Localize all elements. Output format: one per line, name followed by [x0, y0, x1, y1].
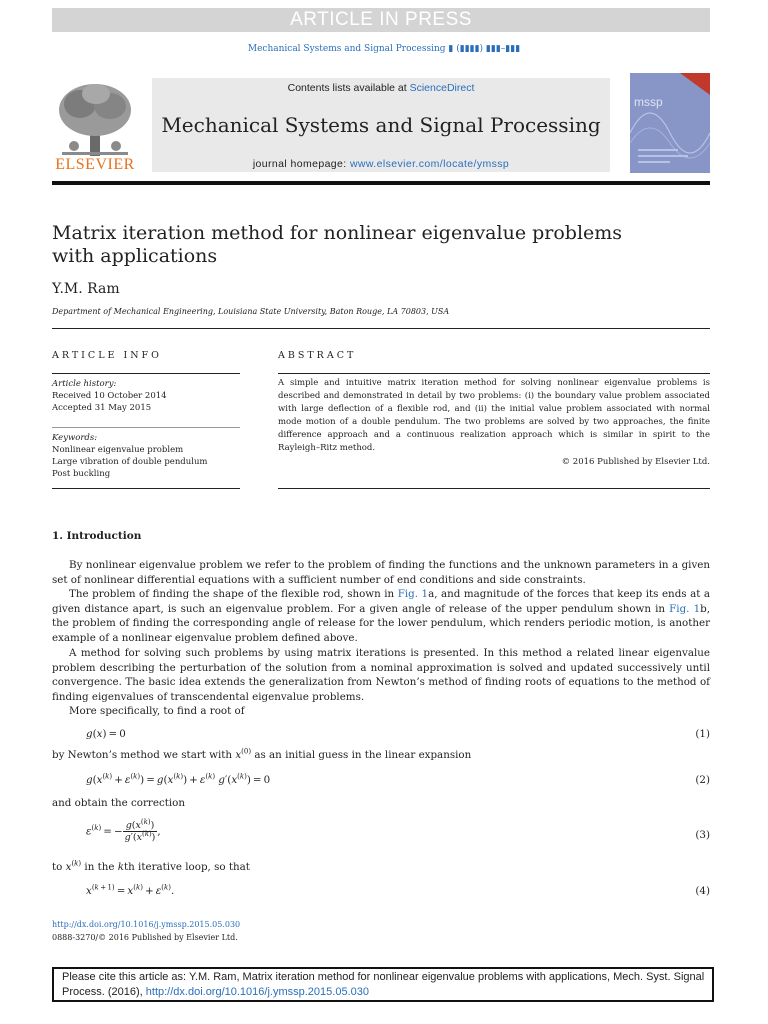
- doi-link[interactable]: http://dx.doi.org/10.1016/j.ymssp.2015.05.030: [52, 920, 241, 929]
- abstract-rule: [278, 373, 710, 374]
- cite-this-article-box: Please cite this article as: Y.M. Ram, Matrix iteration method for nonlinear eigenvalue problems with applications, Mech. Syst. Signal Process. (2016), http://dx.doi.org/10.1016/j.ymssp.2015.05.030: [52, 967, 714, 1002]
- keywords-block: [52, 432, 207, 480]
- equation-number: (2): [695, 774, 710, 786]
- equation-number: (3): [695, 829, 710, 841]
- journal-title: Mechanical Systems and Signal Processing: [161, 113, 601, 137]
- obtain-text: and obtain the correction: [52, 797, 185, 809]
- equation-3: $\varepsilon^{(k)}$ = − $\frac{g(x^{(k)})}{g'(x^{(k)})}$ ,: [86, 817, 161, 843]
- article-in-press-banner: ARTICLE IN PRESS: [52, 8, 710, 32]
- info-rule: [52, 373, 240, 374]
- fig1-link[interactable]: Fig. 1: [397, 588, 429, 600]
- intro-paragraph-1: By nonlinear eigenvalue problem we refer to the problem of finding the functions and the unknown parameters in a given set of nonlinear differential equations with a sufficient number of end conditions and side constraints.: [52, 559, 710, 586]
- history-label: Article history:: [52, 379, 117, 389]
- accepted-date: Accepted 31 May 2015: [52, 403, 152, 413]
- header-rule: [52, 181, 710, 185]
- cite-doi-link[interactable]: http://dx.doi.org/10.1016/j.ymssp.2015.05.030: [145, 986, 369, 998]
- abstract-text: A simple and intuitive matrix iteration method for solving nonlinear eigenvalue problems is described and demonstrated in detail by two problems: (i) the boundary value problem associated with large deflection of a flexible rod, and (ii) the initial value problem associated with normal mode motion of a double pendulum. The two problems are solved by two approaches, the finite difference approach and a continuous realization approach which is similar in spirit to the Rayleigh–Ritz method.: [278, 378, 710, 454]
- keyword-item: Nonlinear eigenvalue problem: [52, 445, 184, 455]
- abstract-heading: ABSTRACT: [278, 350, 357, 361]
- author-name[interactable]: Y.M. Ram: [52, 281, 120, 297]
- keywords-label: Keywords:: [52, 433, 98, 443]
- info-divider: [52, 427, 240, 428]
- abstract-bottom-rule: [278, 488, 710, 489]
- equation-number: (1): [695, 728, 710, 740]
- title-rule: [52, 328, 710, 329]
- equation-1: g(x) = 0: [86, 728, 126, 740]
- issn-line: 0888-3270/© 2016 Published by Elsevier Ltd.: [52, 933, 238, 942]
- article-history: [52, 378, 167, 414]
- contents-available-line: Contents lists available at ScienceDirect: [287, 82, 475, 94]
- received-date: Received 10 October 2014: [52, 391, 167, 401]
- info-bottom-rule: [52, 488, 240, 489]
- equation-number: (4): [695, 885, 710, 897]
- article-title-line2: with applications: [52, 245, 218, 267]
- newton-text: by Newton’s method we start with $x^{(0)}$ as an initial guess in the linear expansion: [52, 747, 472, 761]
- article-title-line1: Matrix iteration method for nonlinear eigenvalue problems: [52, 222, 623, 244]
- abstract-copyright: © 2016 Published by Elsevier Ltd.: [561, 457, 710, 467]
- intro-paragraph-2: The problem of finding the shape of the flexible rod, shown in Fig. 1a, and magnitude of the forces that keep its ends at a given distance apart, is such an eigenvalue problem. For a given angle of release of the upper pendulum shown in Fig. 1b, the problem of finding the corresponding angle of release for the lower pendulum, which renders periodic motion, is another example of a nonlinear eigenvalue problem defined above.: [52, 588, 710, 644]
- iteration-text: to $x^{(k)}$ in the kth iterative loop, so that: [52, 859, 250, 873]
- article-title: [52, 222, 652, 268]
- elsevier-wordmark: ELSEVIER: [55, 156, 135, 173]
- article-info-heading: ARTICLE INFO: [52, 350, 162, 361]
- equation-2: $g(x^{(k)} + \varepsilon^{(k)}) = g(x^{(k)}) + \varepsilon^{(k)}$ $g'(x^{(k)}) = 0$: [86, 772, 271, 786]
- cover-art: [630, 73, 710, 173]
- cover-label: mssp: [634, 95, 663, 109]
- intro-paragraph-4: More specifically, to find a root of: [69, 705, 245, 717]
- journal-homepage-line: journal homepage: www.elsevier.com/locate/ymssp: [252, 158, 510, 170]
- intro-paragraph-3: A method for solving such problems by using matrix iterations is presented. In this method a related linear eigenvalue problem describing the perturbation of the solution from a nominal approximation is solved and updated successively until convergence. The basic idea extends the generalization from Newton’s method of finding roots of equations to the method of finding eigenvalues of transcendental eigenvalue problems.: [52, 647, 710, 703]
- sciencedirect-link[interactable]: ScienceDirect: [409, 82, 475, 94]
- keyword-item: Post buckling: [52, 469, 111, 479]
- journal-citation-line[interactable]: Mechanical Systems and Signal Processing ▮ (▮▮▮▮) ▮▮▮–▮▮▮: [247, 44, 521, 54]
- section-heading-introduction: 1. Introduction: [52, 530, 142, 542]
- journal-cover-thumbnail[interactable]: [630, 73, 710, 173]
- keyword-item: Large vibration of double pendulum: [52, 457, 208, 467]
- journal-homepage-link[interactable]: www.elsevier.com/locate/ymssp: [349, 158, 510, 170]
- equation-4: $x^{(k + 1)} = x^{(k)} + \varepsilon^{(k)}$.: [86, 883, 175, 897]
- author-affiliation: Department of Mechanical Engineering, Louisiana State University, Baton Rouge, LA 70803, USA: [52, 307, 450, 316]
- fig1-link[interactable]: Fig. 1: [669, 602, 701, 615]
